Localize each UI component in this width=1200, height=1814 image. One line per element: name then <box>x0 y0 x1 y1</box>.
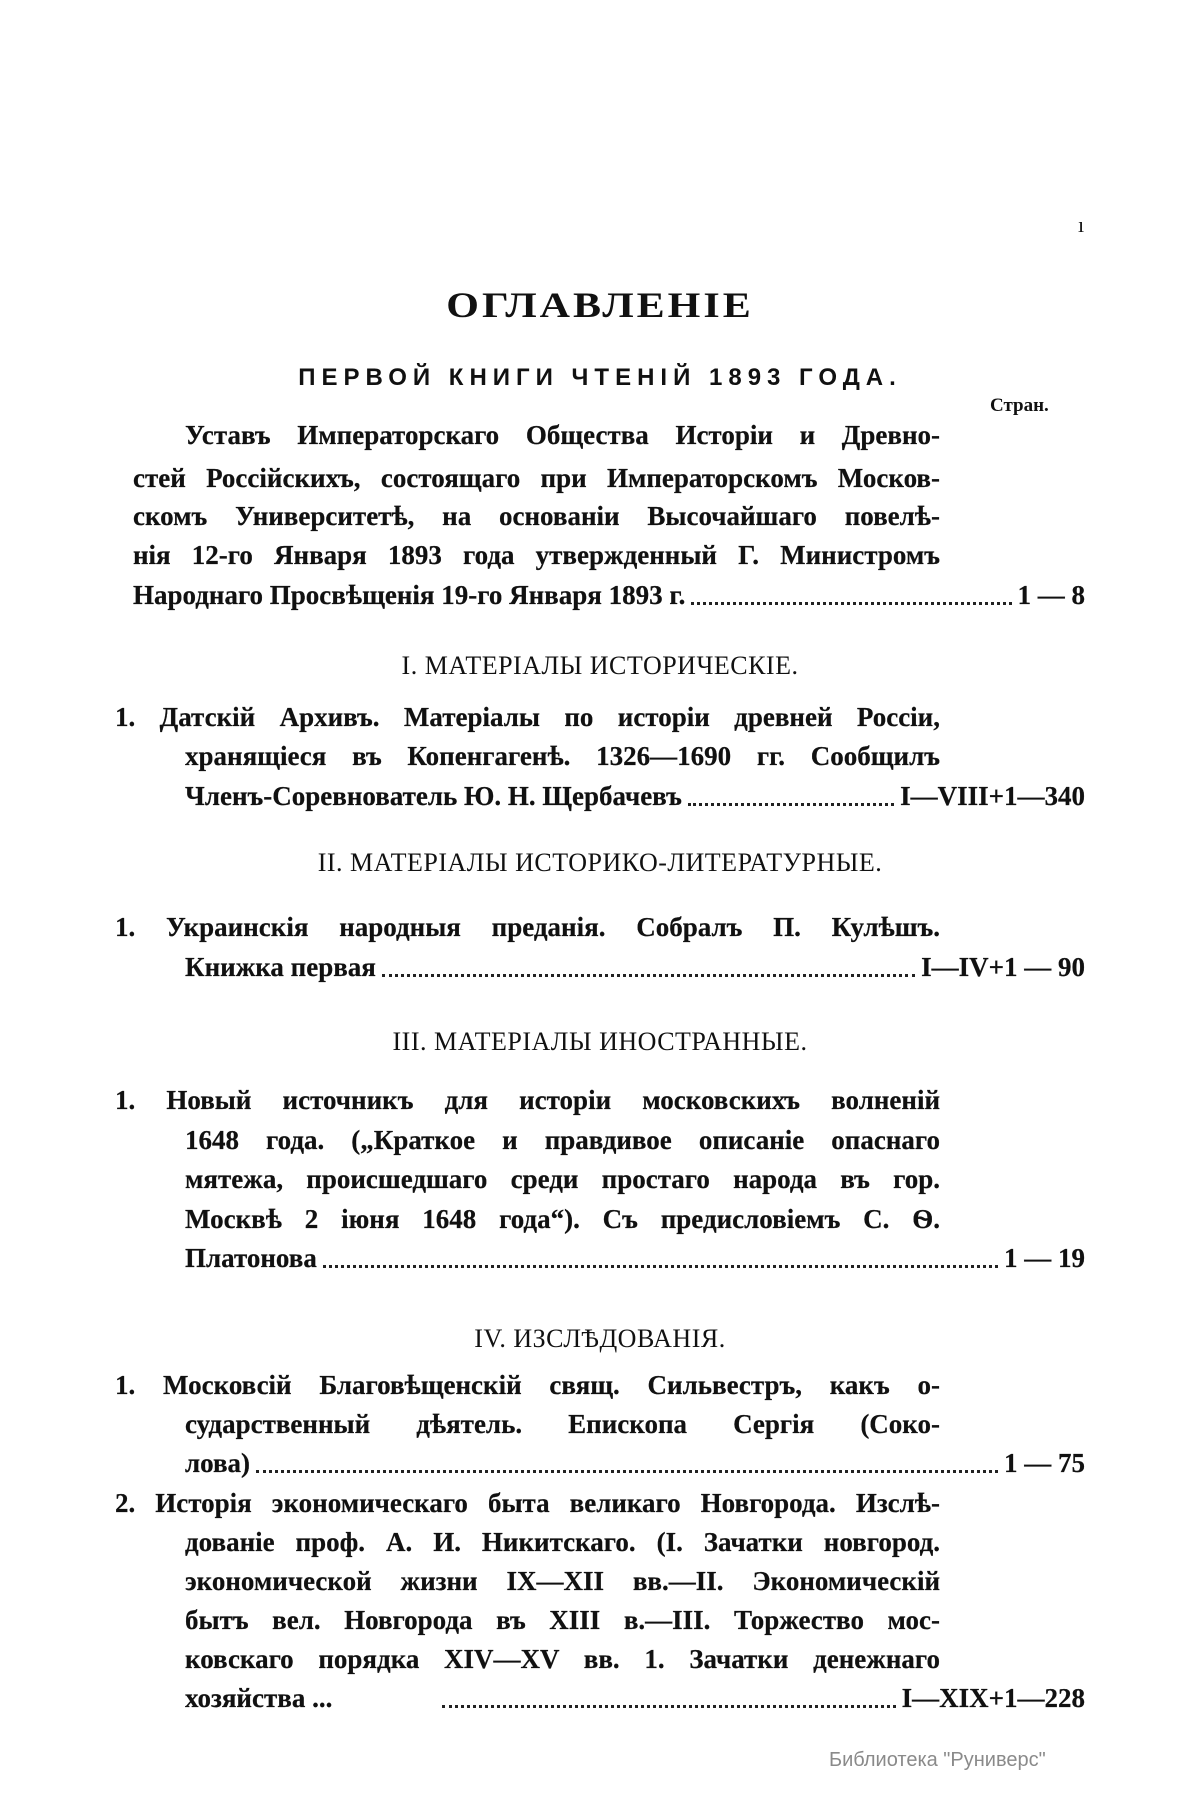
entry-line: 1. Датскій Архивъ. Матеріалы по исторіи древней Россіи, <box>115 702 940 732</box>
entry-last-line <box>185 776 1085 816</box>
entry-last-line <box>185 947 1085 987</box>
entry-last-line <box>133 575 1085 615</box>
dot-leader <box>256 1470 998 1473</box>
entry-line: 2. Исторія экономическаго быта великаго Новгорода. Изслѣ- <box>115 1488 940 1518</box>
dot-leader <box>442 1705 895 1708</box>
entry-line: сударственный дѣятель. Епископа Сергія (Соко- <box>185 1409 940 1439</box>
section-heading: IV. ИЗСЛѢДОВАНІЯ. <box>474 1324 726 1353</box>
page-title: ОГЛАВЛЕНІЕ <box>446 286 754 326</box>
dot-leader <box>382 974 915 977</box>
entry-line: Уставъ Императорскаго Общества Исторіи и Древно- <box>185 420 940 450</box>
entry-line: Членъ-Соревнователь Ю. Н. Щербачевъ <box>185 781 682 811</box>
entry-line: скомъ Университетѣ, на основаніи Высочайшаго повелѣ- <box>133 501 940 531</box>
entry-last-line <box>185 1238 1085 1278</box>
page-range: 1 — 75 <box>1004 1448 1085 1478</box>
entry-line: стей Россійскихъ, состоящаго при Императорскомъ Москов- <box>133 463 940 493</box>
page-number-mark: ı <box>1078 212 1085 237</box>
entry-line: 1648 года. („Краткое и правдивое описаніе опаснаго <box>185 1125 940 1155</box>
entry-line: мятежа, происшедшаго среди простаго народа въ гор. <box>185 1164 940 1194</box>
section-heading: II. МАТЕРІАЛЫ ИСТОРИКО-ЛИТЕРАТУРНЫЕ. <box>317 848 883 877</box>
library-watermark: Библиотека "Руниверс" <box>829 1749 1046 1771</box>
page-range: 1 — 8 <box>1017 580 1085 610</box>
entry-line: дованіе проф. А. И. Никитскаго. (I. Зачатки новгород. <box>185 1527 940 1557</box>
page-range: 1 — 19 <box>1004 1243 1085 1273</box>
entry-line: 1. Украинскія народныя преданія. Собралъ П. Кулѣшъ. <box>115 912 940 942</box>
section-heading: I. МАТЕРІАЛЫ ИСТОРИЧЕСКІЕ. <box>401 651 799 680</box>
entry-line: хранящіеся въ Копенгагенѣ. 1326—1690 гг. Сообщилъ <box>185 741 940 771</box>
entry-line: Книжка первая <box>185 952 376 982</box>
entry-line: 1. Новый источникъ для исторіи московскихъ волненій <box>115 1085 940 1115</box>
entry-line: ковскаго порядка XIV—XV вв. 1. Зачатки денежнаго <box>185 1644 940 1674</box>
entry-line: хозяйства ... <box>185 1683 333 1713</box>
page-column-label: Стран. <box>990 395 1049 416</box>
entry-last-line <box>185 1678 1085 1718</box>
dot-leader <box>688 803 894 806</box>
page-subtitle: ПЕРВОЙ КНИГИ ЧТЕНІЙ 1893 ГОДА. <box>298 364 902 391</box>
entry-line: Платонова <box>185 1243 317 1273</box>
page-range: I—IV+1 — 90 <box>921 952 1085 982</box>
dot-leader <box>691 602 1011 605</box>
entry-line: бытъ вел. Новгорода въ XIII в.—III. Торжество мос- <box>185 1605 940 1635</box>
dot-leader <box>323 1265 998 1268</box>
entry-last-line <box>185 1443 1085 1483</box>
entry-line: Москвѣ 2 іюня 1648 года“). Съ предисловіемъ С. Ѳ. <box>185 1204 940 1234</box>
page-range: I—VIII+1—340 <box>900 781 1085 811</box>
entry-line: лова) <box>185 1448 251 1478</box>
entry-line: 1. Московсій Благовѣщенскій свящ. Сильвестръ, какъ о- <box>115 1370 940 1400</box>
page-range: I—XIX+1—228 <box>901 1683 1085 1713</box>
entry-line: экономической жизни IX—XII вв.—II. Экономическій <box>185 1566 940 1596</box>
entry-line: Народнаго Просвѣщенія 19-го Января 1893 г. <box>133 580 686 610</box>
section-heading: III. МАТЕРІАЛЫ ИНОСТРАННЫЕ. <box>392 1027 808 1056</box>
entry-line: нія 12-го Января 1893 года утвержденный Г. Министромъ <box>133 540 940 570</box>
